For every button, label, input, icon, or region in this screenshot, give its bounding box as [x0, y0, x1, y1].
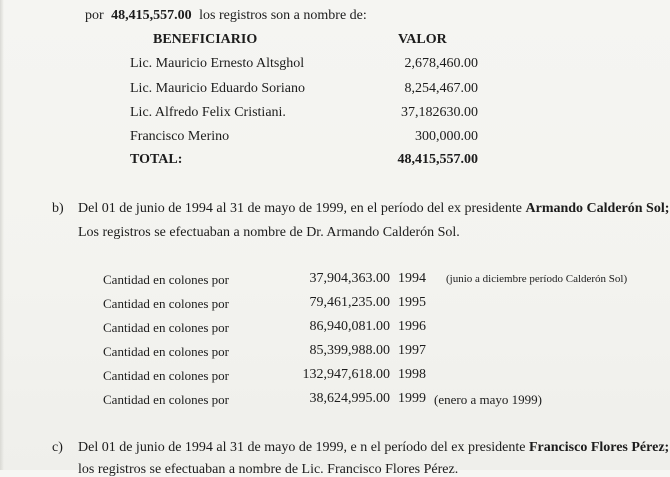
- row-note: (enero a mayo 1999): [434, 392, 542, 407]
- total-label: TOTAL:: [130, 152, 183, 167]
- row-amount: 79,461,235.00: [309, 295, 390, 310]
- beneficiary-value: 2,678,460.00: [404, 56, 478, 71]
- row-year: 1997: [398, 343, 426, 358]
- section-c-marker: c): [52, 440, 63, 455]
- page-edge-shadow: [0, 0, 4, 470]
- intro-line: [85, 9, 367, 23]
- row-year: 1995: [398, 295, 426, 310]
- intro-prefix: por: [85, 8, 104, 23]
- row-note: (junio a diciembre período Calderón Sol): [446, 273, 628, 285]
- row-label: Cantidad en colones por: [103, 296, 229, 311]
- row-label: Cantidad en colones por: [103, 368, 229, 383]
- row-label: Cantidad en colones por: [103, 344, 229, 359]
- section-c-line2-partial: los registros se efectuaban a nombre de Lic. Francisco Flores Pérez.: [78, 462, 459, 477]
- beneficiary-value: 37,182630.00: [401, 105, 478, 120]
- row-year: 1999: [398, 391, 426, 406]
- beneficiary-name: Lic. Mauricio Eduardo Soriano: [130, 81, 305, 96]
- section-b-marker: b): [52, 201, 64, 216]
- beneficiary-name: Francisco Merino: [130, 129, 230, 144]
- row-amount: 37,904,363.00: [309, 271, 390, 286]
- intro-amount: 48,415,557.00: [111, 8, 192, 23]
- section-c-line1-text: Del 01 de junio de 1994 al 31 de mayo de 1999, e n el período del ex presidente: [78, 440, 529, 455]
- row-label: Cantidad en colones por: [103, 272, 229, 287]
- row-amount: 132,947,618.00: [302, 367, 390, 382]
- value-header: VALOR: [398, 32, 447, 47]
- section-c-president: Francisco Flores Pérez;: [529, 440, 670, 455]
- beneficiary-name: Lic. Alfredo Felix Cristiani.: [130, 105, 286, 120]
- section-b-line1-text: Del 01 de junio de 1994 al 31 de mayo de 1999, en el período del ex presidente: [78, 201, 526, 216]
- row-label: Cantidad en colones por: [103, 320, 229, 335]
- row-label: Cantidad en colones por: [103, 392, 229, 407]
- beneficiary-value: 8,254,467.00: [404, 81, 478, 96]
- beneficiary-name: Lic. Mauricio Ernesto Altsghol: [130, 56, 305, 71]
- total-value: 48,415,557.00: [397, 152, 478, 167]
- section-c-line1: [78, 441, 669, 455]
- beneficiary-value: 300,000.00: [415, 129, 478, 144]
- row-amount: 86,940,081.00: [309, 319, 390, 334]
- section-b-president: Armando Calderón Sol;: [525, 201, 670, 216]
- row-year: 1996: [398, 319, 426, 334]
- row-year: 1994: [398, 271, 426, 286]
- row-amount: 85,399,988.00: [309, 343, 390, 358]
- intro-suffix: los registros son a nombre de:: [199, 8, 367, 23]
- beneficiary-header: BENEFICIARIO: [153, 32, 258, 47]
- row-amount: 38,624,995.00: [309, 391, 390, 406]
- section-b-line1: [78, 202, 669, 216]
- row-year: 1998: [398, 367, 426, 382]
- section-b-line2: Los registros se efectuaban a nombre de Dr. Armando Calderón Sol.: [78, 225, 460, 240]
